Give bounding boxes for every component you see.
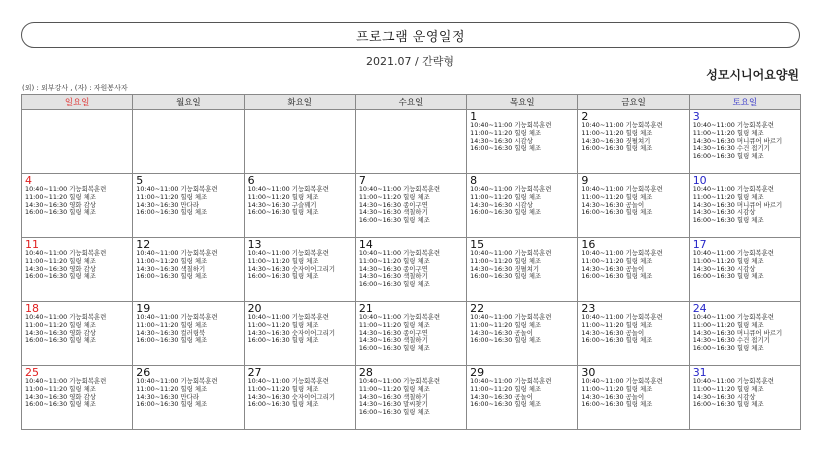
schedule-entry: 16:00~16:30 힐링 체조 (470, 144, 542, 153)
schedule-entry: 10:40~11:00 기능회복훈련 (25, 377, 107, 385)
schedule-entry: 16:00~16:30 힐링 체조 (581, 272, 653, 281)
day-cell (578, 238, 689, 302)
day-cell (467, 238, 578, 302)
day-number: 23 (581, 302, 596, 315)
day-cell (467, 174, 578, 238)
schedule-entry: 16:00~16:30 힐링 체조 (247, 208, 319, 217)
weekday-header-tue: 화요일 (244, 95, 355, 110)
day-number: 5 (136, 174, 144, 187)
schedule-entry: 16:00~16:30 힐링 체조 (358, 216, 430, 225)
empty-day-cell (22, 110, 133, 174)
schedule-entry: 10:40~11:00 기능회복훈련 (247, 313, 329, 321)
schedule-entry: 14:30~16:30 시감상 (470, 200, 533, 209)
day-cell (578, 366, 689, 430)
empty-day-cell (244, 110, 355, 174)
day-cell (578, 110, 689, 174)
day-cell (22, 174, 133, 238)
schedule-entry: 10:40~11:00 기능회복훈련 (358, 377, 441, 385)
schedule-entry: 16:00~16:30 힐링 체조 (581, 336, 653, 345)
day-number: 28 (358, 366, 373, 379)
day-number: 2 (581, 110, 589, 123)
day-cell (22, 302, 133, 366)
schedule-entry: 10:40~11:00 기능회복훈련 (358, 313, 441, 321)
schedule-entry: 16:00~16:30 힐링 체조 (470, 400, 542, 409)
schedule-entry: 16:00~16:30 힐링 체조 (692, 152, 764, 161)
schedule-entry: 10:40~11:00 기능회복훈련 (581, 249, 663, 257)
schedule-entry: 10:40~11:00 기능회복훈련 (581, 377, 663, 385)
schedule-entry: 16:00~16:30 힐링 체조 (470, 208, 542, 217)
schedule-entry: 14:30~16:30 영화 감상 (25, 392, 96, 401)
day-cell (133, 302, 244, 366)
schedule-entry: 16:00~16:30 힐링 체조 (25, 400, 96, 409)
schedule-entry: 10:40~11:00 기능회복훈련 (25, 313, 107, 321)
day-number: 18 (25, 302, 39, 315)
day-cell (689, 302, 800, 366)
weekday-header-fri: 금요일 (578, 95, 689, 110)
schedule-entry: 16:00~16:30 힐링 체조 (692, 272, 764, 281)
day-cell (467, 110, 578, 174)
schedule-entry: 16:00~16:30 힐링 체조 (25, 336, 96, 345)
schedule-entry: 14:30~16:30 머니큐어 바르기 (692, 328, 783, 337)
schedule-entry: 11:00~11:20 힐링 체조 (136, 256, 208, 265)
schedule-entry: 10:40~11:00 기능회복훈련 (247, 249, 329, 257)
schedule-entry: 14:30~16:30 구슬꿰기 (247, 200, 317, 209)
day-cell (22, 366, 133, 430)
day-cell (244, 174, 355, 238)
schedule-entry: 14:30~16:30 만다라 (136, 200, 200, 209)
schedule-entry: 14:30~16:30 공놀이 (581, 264, 645, 273)
schedule-entry: 10:40~11:00 기능회복훈련 (470, 185, 552, 193)
empty-day-cell (133, 110, 244, 174)
weekday-header-sat: 토요일 (689, 95, 800, 110)
day-cell (578, 302, 689, 366)
day-cell (133, 238, 244, 302)
schedule-entry: 14:30~16:30 종이구연 (358, 264, 428, 273)
schedule-entry: 14:30~16:30 공놀이 (470, 392, 533, 401)
schedule-entry: 10:40~11:00 기능회복훈련 (136, 249, 218, 257)
schedule-entry: 10:40~11:00 기능회복훈련 (358, 249, 441, 257)
day-number: 19 (136, 302, 151, 315)
schedule-entry: 10:40~11:00 기능회복훈련 (470, 313, 552, 321)
day-number: 1 (470, 110, 478, 123)
schedule-entry: 11:00~11:20 힐링 체조 (581, 192, 653, 201)
schedule-entry: 11:00~11:20 힐링 체조 (136, 192, 208, 201)
empty-day-cell (355, 110, 466, 174)
schedule-entry: 11:00~11:20 힐링 체조 (25, 192, 96, 201)
schedule-entry: 10:40~11:00 기능회복훈련 (136, 377, 218, 385)
schedule-entry: 16:00~16:30 힐링 체조 (358, 344, 430, 353)
day-number: 11 (25, 238, 39, 251)
schedule-entry: 14:30~16:30 색칠하기 (358, 208, 428, 217)
schedule-entry: 16:00~16:30 힐링 체조 (358, 280, 430, 289)
schedule-entry: 10:40~11:00 기능회복훈련 (247, 377, 329, 385)
day-cell (133, 366, 244, 430)
day-number: 7 (358, 174, 366, 187)
schedule-entry: 16:00~16:30 힐링 체조 (470, 272, 542, 281)
day-cell (244, 366, 355, 430)
schedule-entry: 14:30~16:30 공놀이 (470, 328, 533, 337)
schedule-entry: 14:30~16:30 숫자이어그리기 (247, 328, 335, 337)
weekday-header-row (22, 95, 801, 110)
schedule-entry: 10:40~11:00 기능회복훈련 (581, 121, 663, 129)
schedule-entry: 16:00~16:30 힐링 체조 (136, 272, 208, 281)
day-number: 24 (692, 302, 707, 315)
schedule-entry: 14:30~16:30 색칠하기 (136, 264, 206, 273)
schedule-entry: 14:30~16:30 영화 감상 (25, 264, 96, 273)
schedule-entry: 10:40~11:00 기능회복훈련 (470, 249, 552, 257)
weekday-header-wed: 수요일 (355, 95, 466, 110)
schedule-entry: 14:30~16:30 영화 감상 (25, 328, 96, 337)
schedule-entry: 14:30~16:30 수건 접기기 (692, 336, 770, 345)
weekday-header-mon: 월요일 (133, 95, 244, 110)
schedule-entry: 16:00~16:30 힐링 체조 (25, 208, 96, 217)
day-number: 4 (25, 174, 32, 187)
calendar-week-row (22, 302, 801, 366)
day-number: 13 (247, 238, 262, 251)
day-number: 17 (692, 238, 707, 251)
schedule-entry: 10:40~11:00 기능회복훈련 (581, 313, 663, 321)
day-number: 9 (581, 174, 589, 187)
schedule-entry: 14:30~16:30 공놀이 (581, 328, 645, 337)
schedule-entry: 10:40~11:00 기능회복훈련 (470, 377, 552, 385)
calendar-header (22, 95, 801, 110)
day-number: 20 (247, 302, 262, 315)
page-subtitle: 2021.07 / 간략형 (365, 55, 455, 68)
day-cell (689, 110, 800, 174)
weekday-header-sun: 일요일 (22, 95, 133, 110)
schedule-entry: 10:40~11:00 기능회복훈련 (692, 249, 774, 257)
schedule-entry: 10:40~11:00 기능회복훈련 (136, 185, 218, 193)
schedule-entry: 14:30~16:30 종이구연 (358, 200, 428, 209)
schedule-entry: 10:40~11:00 기능회복훈련 (692, 313, 774, 321)
schedule-entry: 11:00~11:20 힐링 체조 (581, 256, 653, 265)
schedule-entry: 11:00~11:20 힐링 체조 (136, 384, 208, 393)
schedule-entry: 14:30~16:30 공놀이 (581, 392, 645, 401)
day-number: 21 (358, 302, 373, 315)
schedule-entry: 11:00~11:20 힐링 체조 (358, 192, 430, 201)
schedule-entry: 10:40~11:00 기능회복훈련 (692, 185, 774, 193)
schedule-entry: 14:30~16:30 종이구연 (358, 328, 428, 337)
schedule-entry: 11:00~11:20 힐링 체조 (692, 384, 764, 393)
calendar-week-row (22, 366, 801, 430)
schedule-entry: 10:40~11:00 기능회복훈련 (247, 185, 329, 193)
schedule-entry: 14:30~16:30 짓펼쳐기 (581, 136, 651, 145)
schedule-entry: 10:40~11:00 기능회복훈련 (25, 249, 107, 257)
day-cell (467, 302, 578, 366)
schedule-entry: 11:00~11:20 힐링 체조 (358, 320, 430, 329)
schedule-entry: 16:00~16:30 힐링 체조 (581, 208, 653, 217)
schedule-entry: 10:40~11:00 기능회복훈련 (25, 185, 107, 193)
calendar-table (21, 94, 801, 430)
day-cell (133, 174, 244, 238)
day-number: 29 (470, 366, 485, 379)
schedule-entry: 14:30~16:30 시감상 (692, 392, 756, 401)
schedule-entry: 11:00~11:20 힐링 체조 (470, 384, 542, 393)
calendar-body (22, 110, 801, 430)
calendar-week-row (22, 110, 801, 174)
schedule-entry: 11:00~11:20 힐링 체조 (25, 320, 96, 329)
day-cell (244, 302, 355, 366)
day-cell (578, 174, 689, 238)
schedule-entry: 10:40~11:00 기능회복훈련 (136, 313, 218, 321)
day-cell (355, 238, 466, 302)
calendar-week-row (22, 174, 801, 238)
schedule-entry: 11:00~11:20 힐링 체조 (692, 256, 764, 265)
day-cell (689, 174, 800, 238)
schedule-entry: 16:00~16:30 힐링 체조 (136, 208, 208, 217)
schedule-entry: 14:30~16:30 수건 접기기 (692, 144, 770, 153)
schedule-entry: 11:00~11:20 힐링 체조 (692, 192, 764, 201)
schedule-entry: 14:30~16:30 만다라 (136, 392, 200, 401)
schedule-entry: 14:30~16:30 짓펼쳐기 (470, 264, 540, 273)
schedule-entry: 16:00~16:30 힐링 체조 (692, 344, 764, 353)
schedule-entry: 16:00~16:30 힐링 체조 (136, 400, 208, 409)
schedule-entry: 11:00~11:20 힐링 체조 (581, 384, 653, 393)
schedule-entry: 11:00~11:20 힐링 체조 (692, 128, 764, 137)
schedule-entry: 16:00~16:30 힐링 체조 (247, 272, 319, 281)
schedule-entry: 14:30~16:30 컬러링북 (136, 328, 206, 337)
day-cell (355, 302, 466, 366)
schedule-entry: 16:00~16:30 힐링 체조 (358, 408, 430, 417)
schedule-entry: 11:00~11:20 힐링 체조 (470, 192, 542, 201)
day-number: 31 (692, 366, 707, 379)
schedule-entry: 16:00~16:30 힐링 체조 (470, 336, 542, 345)
title-box (21, 22, 800, 48)
schedule-entry: 10:40~11:00 기능회복훈련 (581, 185, 663, 193)
day-cell (467, 366, 578, 430)
schedule-entry: 11:00~11:20 힐링 체조 (581, 128, 653, 137)
schedule-entry: 11:00~11:20 힐링 체조 (247, 192, 319, 201)
schedule-entry: 16:00~16:30 힐링 체조 (581, 400, 653, 409)
schedule-entry: 14:30~16:30 시감상 (692, 208, 756, 217)
schedule-entry: 10:40~11:00 기능회복훈련 (692, 121, 774, 129)
schedule-entry: 14:30~16:30 시감상 (470, 136, 533, 145)
schedule-entry: 14:30~16:30 머니큐어 바르기 (692, 200, 783, 209)
schedule-entry: 11:00~11:20 힐링 체조 (25, 384, 96, 393)
schedule-entry: 14:30~16:30 공놀이 (581, 200, 645, 209)
calendar-week-row (22, 238, 801, 302)
schedule-entry: 14:30~16:30 말씨찾기 (358, 400, 428, 409)
day-number: 12 (136, 238, 151, 251)
page-title: 프로그램 운영일정 (355, 29, 466, 45)
schedule-entry: 14:30~16:30 색칠하기 (358, 272, 428, 281)
day-cell (22, 238, 133, 302)
day-number: 30 (581, 366, 596, 379)
schedule-entry: 14:30~16:30 숫자이어그리기 (247, 392, 335, 401)
schedule-entry: 11:00~11:20 힐링 체조 (470, 256, 542, 265)
day-cell (244, 238, 355, 302)
day-number: 10 (692, 174, 707, 187)
schedule-entry: 11:00~11:20 힐링 체조 (136, 320, 208, 329)
schedule-entry: 11:00~11:20 힐링 체조 (358, 384, 430, 393)
schedule-entry: 16:00~16:30 힐링 체조 (247, 336, 319, 345)
schedule-entry: 16:00~16:30 힐링 체조 (692, 216, 764, 225)
schedule-entry: 16:00~16:30 힐링 체조 (25, 272, 96, 281)
schedule-entry: 14:30~16:30 시감상 (692, 264, 756, 273)
schedule-entry: 14:30~16:30 색칠하기 (358, 336, 428, 345)
schedule-entry: 10:40~11:00 기능회복훈련 (470, 121, 552, 129)
schedule-entry: 14:30~16:30 영화 감상 (25, 200, 96, 209)
schedule-entry: 14:30~16:30 숫자이어그리기 (247, 264, 335, 273)
schedule-entry: 11:00~11:20 힐링 체조 (247, 256, 319, 265)
schedule-entry: 11:00~11:20 힐링 체조 (247, 384, 319, 393)
day-cell (355, 174, 466, 238)
day-cell (689, 366, 800, 430)
day-number: 25 (25, 366, 39, 379)
schedule-entry: 14:30~16:30 색칠하기 (358, 392, 428, 401)
schedule-entry: 14:30~16:30 머니큐어 바르기 (692, 136, 783, 145)
day-number: 27 (247, 366, 262, 379)
schedule-entry: 11:00~11:20 힐링 체조 (581, 320, 653, 329)
schedule-entry: 10:40~11:00 기능회복훈련 (692, 377, 774, 385)
schedule-entry: 11:00~11:20 힐링 체조 (470, 320, 542, 329)
day-number: 3 (692, 110, 700, 123)
legend-note: (외) : 외부강사 , (자) : 자원봉사자 (22, 84, 128, 92)
day-number: 8 (470, 174, 478, 187)
schedule-entry: 16:00~16:30 힐링 체조 (581, 144, 653, 153)
organization-name: 성모시니어요양원 (706, 68, 799, 82)
day-number: 14 (358, 238, 373, 251)
day-number: 16 (581, 238, 596, 251)
day-number: 22 (470, 302, 485, 315)
schedule-entry: 16:00~16:30 힐링 체조 (692, 400, 764, 409)
day-cell (689, 238, 800, 302)
schedule-entry: 11:00~11:20 힐링 체조 (358, 256, 430, 265)
day-number: 26 (136, 366, 151, 379)
schedule-entry: 11:00~11:20 힐링 체조 (470, 128, 542, 137)
schedule-entry: 16:00~16:30 힐링 체조 (136, 336, 208, 345)
schedule-entry: 11:00~11:20 힐링 체조 (692, 320, 764, 329)
schedule-entry: 11:00~11:20 힐링 체조 (25, 256, 96, 265)
schedule-entry: 10:40~11:00 기능회복훈련 (358, 185, 441, 193)
weekday-header-thu: 목요일 (467, 95, 578, 110)
schedule-entry: 16:00~16:30 힐링 체조 (247, 400, 319, 409)
day-number: 15 (470, 238, 485, 251)
day-number: 6 (247, 174, 255, 187)
schedule-entry: 11:00~11:20 힐링 체조 (247, 320, 319, 329)
day-cell (355, 366, 466, 430)
